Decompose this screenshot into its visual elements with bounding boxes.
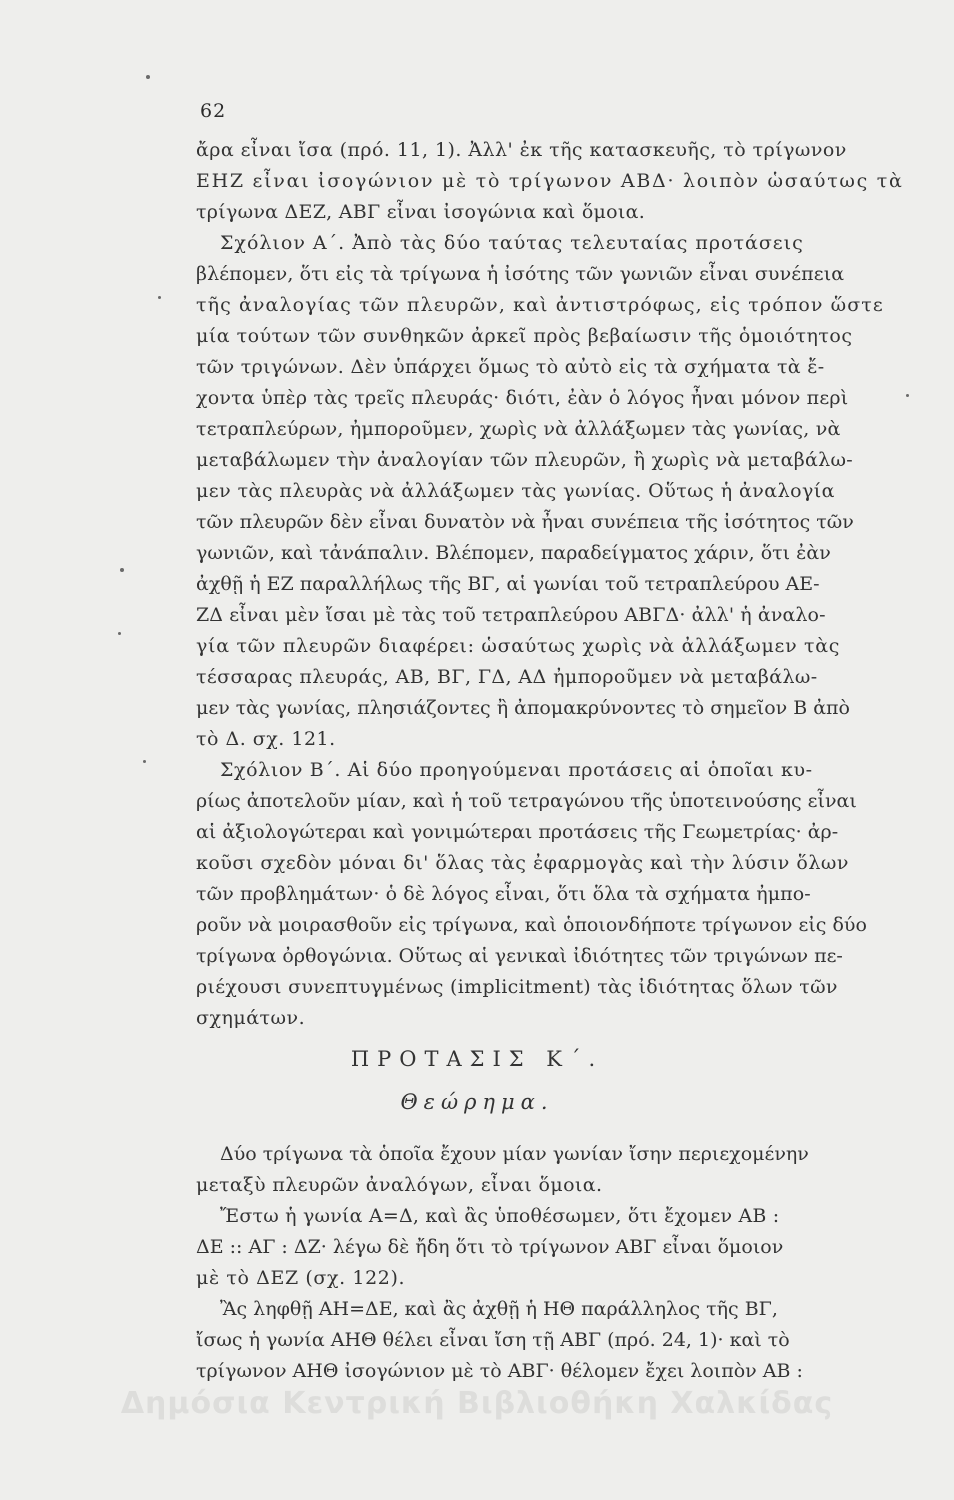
theorem-subheading: Θεώρημα. bbox=[400, 1090, 554, 1114]
text-line: χοντα ὑπὲρ τὰς τρεῖς πλευράς· διότι, ἐὰν ὁ λόγος ἦναι μόνον περὶ bbox=[196, 387, 849, 409]
text-line: γία τῶν πλευρῶν διαφέρει: ὡσαύτως χωρὶς νὰ ἀλλάξωμεν τὰς bbox=[196, 635, 841, 657]
text-line: Ἔστω ἡ γωνία Α=Δ, καὶ ἂς ὑποθέσωμεν, ὅτι ἔχομεν ΑΒ : bbox=[220, 1205, 780, 1227]
text-line: μεν τὰς πλευρὰς νὰ ἀλλάξωμεν τὰς γωνίας. Οὕτως ἡ ἀναλογία bbox=[196, 480, 835, 502]
text-line: σχημάτων. bbox=[196, 1007, 306, 1029]
text-line: ΔΕ :: ΑΓ : ΔΖ· λέγω δὲ ἤδη ὅτι τὸ τρίγωνον ΑΒΓ εἶναι ὅμοιον bbox=[196, 1236, 784, 1258]
text-line: βλέπομεν, ὅτι εἰς τὰ τρίγωνα ἡ ἰσότης τῶν γωνιῶν εἶναι συνέπεια bbox=[196, 263, 845, 285]
paper-speck bbox=[146, 75, 150, 79]
text-line: τρίγωνον ΑΗΘ ἰσογώνιον μὲ τὸ ΑΒΓ· θέλομεν ἔχει λοιπὸν ΑΒ : bbox=[196, 1360, 803, 1382]
text-line: Σχόλιον Β΄. Αἱ δύο προηγούμεναι προτάσεις αἱ ὁποῖαι κυ- bbox=[220, 759, 813, 781]
text-line: ΕΗΖ εἶναι ἰσογώνιον μὲ τὸ τρίγωνον ΑΒΔ· λοιπὸν ὡσαύτως τὰ bbox=[196, 170, 904, 192]
text-line: Ἂς ληφθῇ ΑΗ=ΔΕ, καὶ ἂς ἀχθῇ ἡ ΗΘ παράλληλος τῆς ΒΓ, bbox=[220, 1298, 778, 1320]
text-line: μεταξὺ πλευρῶν ἀναλόγων, εἶναι ὅμοια. bbox=[196, 1174, 603, 1196]
text-line: ριέχουσι συνεπτυγμένως (implicitment) τὰς ἰδιότητας ὅλων τῶν bbox=[196, 976, 838, 998]
text-line: ἀχθῇ ἡ ΕΖ παραλλήλως τῆς ΒΓ, αἱ γωνίαι τοῦ τετραπλεύρου ΑΕ- bbox=[196, 573, 820, 595]
text-line: ροῦν νὰ μοιρασθοῦν εἰς τρίγωνα, καὶ ὁποιονδήποτε τρίγωνον εἰς δύο bbox=[196, 914, 867, 936]
text-line: μεν τὰς γωνίας, πλησιάζοντες ἢ ἀπομακρύνοντες τὸ σημεῖον Β ἀπὸ bbox=[196, 697, 850, 719]
text-line: ΖΔ εἶναι μὲν ἴσαι μὲ τὰς τοῦ τετραπλεύρου ΑΒΓΔ· ἀλλ' ἡ ἀναλο- bbox=[196, 604, 826, 626]
text-line: μὲ τὸ ΔΕΖ (σχ. 122). bbox=[196, 1267, 406, 1289]
text-line: μεταβάλωμεν τὴν ἀναλογίαν τῶν πλευρῶν, ἢ χωρὶς νὰ μεταβάλω- bbox=[196, 449, 854, 471]
text-line: ἴσως ἡ γωνία ΑΗΘ θέλει εἶναι ἴση τῇ ΑΒΓ (πρό. 24, 1)· καὶ τὸ bbox=[196, 1329, 790, 1351]
text-line: τὸ Δ. σχ. 121. bbox=[196, 728, 336, 750]
text-line: μία τούτων τῶν συνθηκῶν ἀρκεῖ πρὸς βεβαίωσιν τῆς ὁμοιότητος bbox=[196, 325, 853, 347]
library-watermark: Δημόσια Κεντρική Βιβλιοθήκη Χαλκίδας bbox=[120, 1386, 834, 1421]
text-line: τρίγωνα ὀρθογώνια. Οὕτως αἱ γενικαὶ ἰδιότητες τῶν τριγώνων πε- bbox=[196, 945, 843, 967]
paper-speck bbox=[143, 760, 146, 763]
text-line: κοῦσι σχεδὸν μόναι δι' ὅλας τὰς ἐφαρμογὰς καὶ τὴν λύσιν ὅλων bbox=[196, 852, 849, 874]
text-line: τῶν τριγώνων. Δὲν ὑπάρχει ὅμως τὸ αὐτὸ εἰς τὰ σχήματα τὰ ἔ- bbox=[196, 356, 825, 378]
text-line: τῶν πλευρῶν δὲν εἶναι δυνατὸν νὰ ἦναι συνέπεια τῆς ἰσότητος τῶν bbox=[196, 511, 854, 533]
text-line: Δύο τρίγωνα τὰ ὁποῖα ἔχουν μίαν γωνίαν ἴσην περιεχομένην bbox=[220, 1143, 809, 1165]
text-line: ρίως ἀποτελοῦν μίαν, καὶ ἡ τοῦ τετραγώνου τῆς ὑποτεινούσης εἶναι bbox=[196, 790, 857, 812]
text-line: Σχόλιον Α΄. Ἀπὸ τὰς δύο ταύτας τελευταίας προτάσεις bbox=[220, 232, 804, 254]
paper-speck bbox=[158, 296, 161, 299]
text-line: τέσσαρας πλευράς, ΑΒ, ΒΓ, ΓΔ, ΑΔ ἠμποροῦμεν νὰ μεταβάλω- bbox=[196, 666, 818, 688]
text-line: αἱ ἀξιολογώτεραι καὶ γονιμώτεραι προτάσεις τῆς Γεωμετρίας· ἀρ- bbox=[196, 821, 839, 843]
text-line: ἄρα εἶναι ἴσα (πρό. 11, 1). Ἀλλ' ἐκ τῆς κατασκευῆς, τὸ τρίγωνον bbox=[196, 139, 847, 161]
text-line: τῶν προβλημάτων· ὁ δὲ λόγος εἶναι, ὅτι ὅλα τὰ σχήματα ἠμπο- bbox=[196, 883, 811, 905]
text-line: τετραπλεύρων, ἠμποροῦμεν, χωρὶς νὰ ἀλλάξωμεν τὰς γωνίας, νὰ bbox=[196, 418, 841, 440]
text-line: τῆς ἀναλογίας τῶν πλευρῶν, καὶ ἀντιστρόφως, εἰς τρόπον ὥστε bbox=[196, 294, 884, 316]
paper-speck bbox=[906, 394, 909, 397]
text-line: γωνιῶν, καὶ τἀνάπαλιν. Βλέπομεν, παραδείγματος χάριν, ὅτι ἐὰν bbox=[196, 542, 831, 564]
text-line: τρίγωνα ΔΕΖ, ΑΒΓ εἶναι ἰσογώνια καὶ ὅμοια. bbox=[196, 201, 645, 223]
page-number: 62 bbox=[200, 100, 227, 122]
paper-speck bbox=[118, 632, 121, 635]
paper-speck bbox=[120, 568, 124, 572]
proposition-heading: ΠΡΟΤΑΣΙΣ Κ΄. bbox=[350, 1047, 604, 1071]
